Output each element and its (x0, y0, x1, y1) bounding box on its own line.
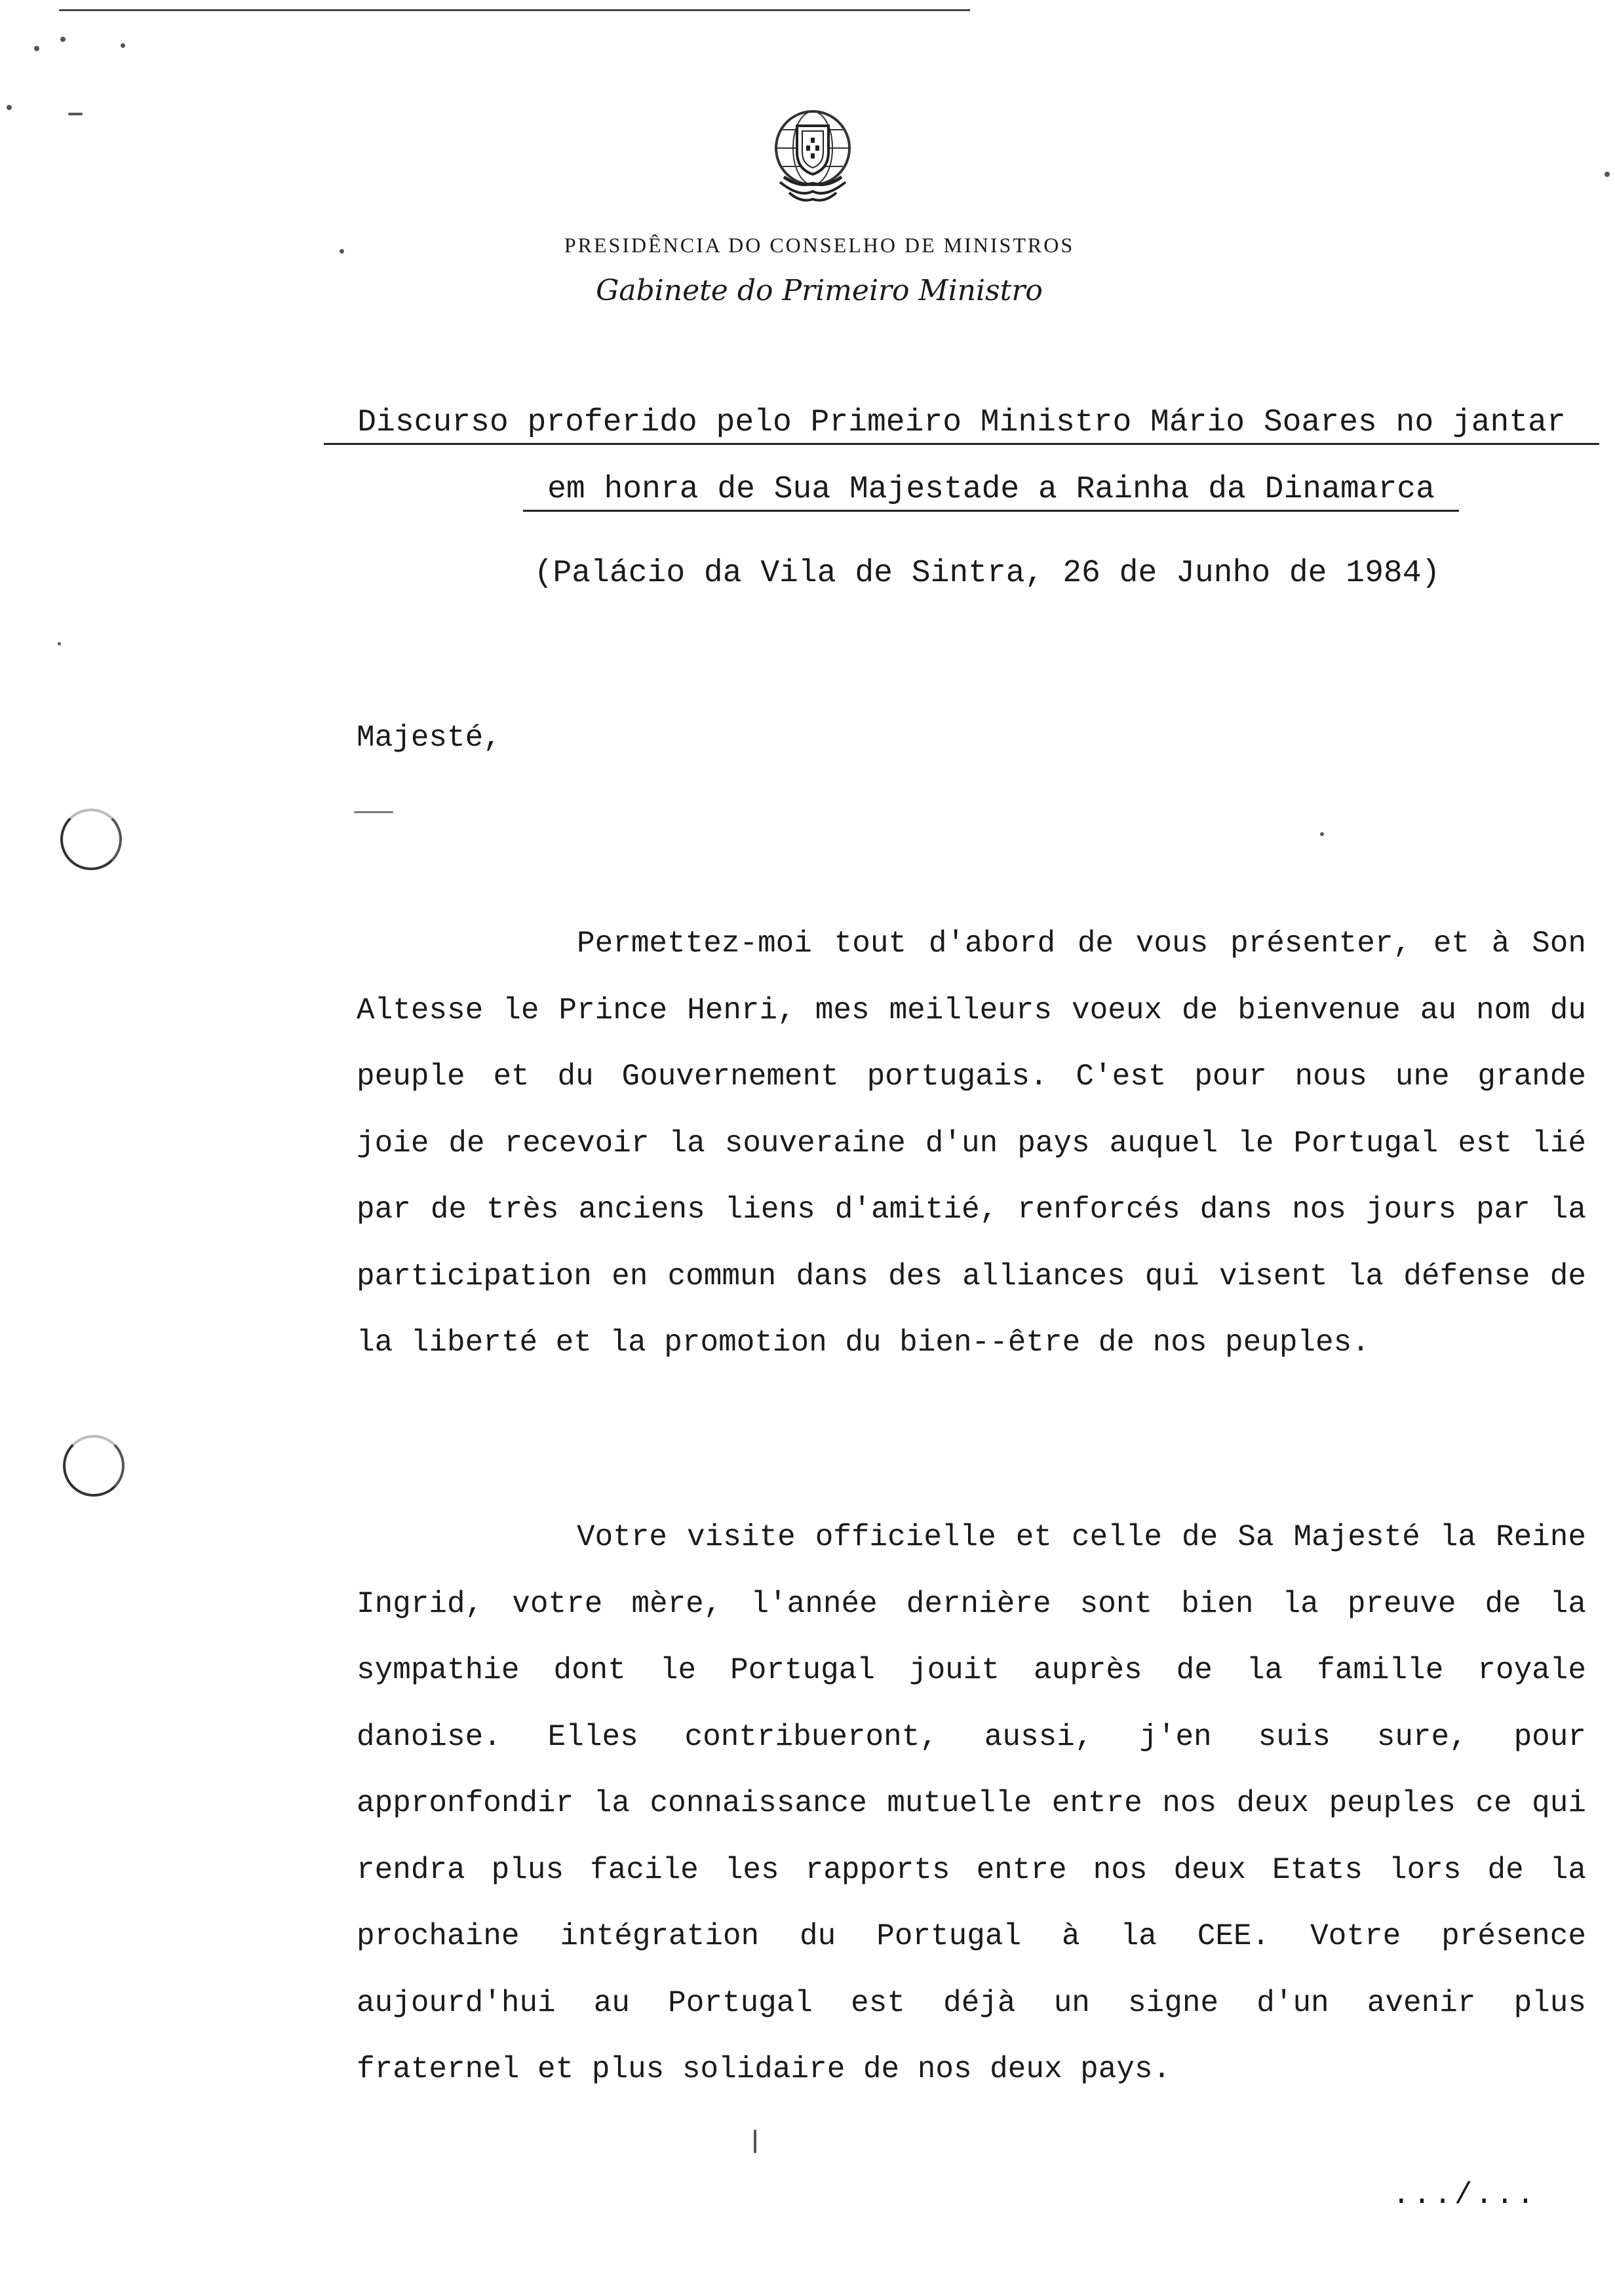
scan-speck (354, 811, 393, 813)
scan-speck (340, 249, 344, 254)
speech-title-line-2: em honra de Sua Majestade a Rainha da Dinamarca (523, 472, 1459, 512)
scan-speck (58, 642, 61, 645)
portuguese-coat-of-arms-icon (760, 104, 865, 208)
scan-speck (1320, 832, 1324, 836)
scan-speck (1605, 172, 1610, 177)
salutation: Majesté, (357, 721, 501, 755)
scan-edge-line (59, 9, 970, 11)
scan-speck (7, 105, 12, 110)
scan-speck (121, 43, 125, 48)
scan-speck (34, 46, 39, 51)
scan-speck (60, 37, 66, 42)
speech-venue-date: (Palácio da Vila de Sintra, 26 de Junho de 1984) (534, 556, 1441, 591)
punch-hole (60, 809, 122, 870)
speech-title-line-1: Discurso proferido pelo Primeiro Ministro Mário Soares no jantar (324, 405, 1599, 445)
letterhead-cabinet: Gabinete do Primeiro Ministro (596, 274, 1043, 307)
paragraph-2: Votre visite officielle et celle de Sa Majesté la Reine Ingrid, votre mère, l'année dernière sont bien la preuve de la sympathie dont le Portugal jouit auprès de la famille royale danoise. Elles contribueront, aussi, j'en suis sure, pour appronfondir la connaissance mutuelle entre nos deux peuples ce qui rendra plus facile les rapports entre nos deux Etats lors de la prochaine intégration du Portugal à la CEE. Votre présence aujourd'hui au Portugal est déjà un signe d'un avenir plus fraternel et plus solidaire de nos deux pays. (357, 1520, 1586, 2086)
paragraph-1: Permettez-moi tout d'abord de vous présenter, et à Son Altesse le Prince Henri, mes meilleurs voeux de bienvenue au nom du peuple et du Gouvernement portugais. C'est pour nous une grande joie de recevoir la souveraine d'un pays auquel le Portugal est lié par de très anciens liens d'amitié, renforcés dans nos jours par la participation en commun dans des alliances qui visent la défense de la liberté et la promotion du bien--être de nos peuples. (357, 927, 1586, 1360)
scan-speck (754, 2130, 756, 2153)
scan-speck (68, 113, 83, 115)
letterhead-office: PRESIDÊNCIA DO CONSELHO DE MINISTROS (564, 233, 1075, 257)
punch-hole (63, 1435, 125, 1497)
continuation-marker: .../... (1392, 2178, 1538, 2212)
